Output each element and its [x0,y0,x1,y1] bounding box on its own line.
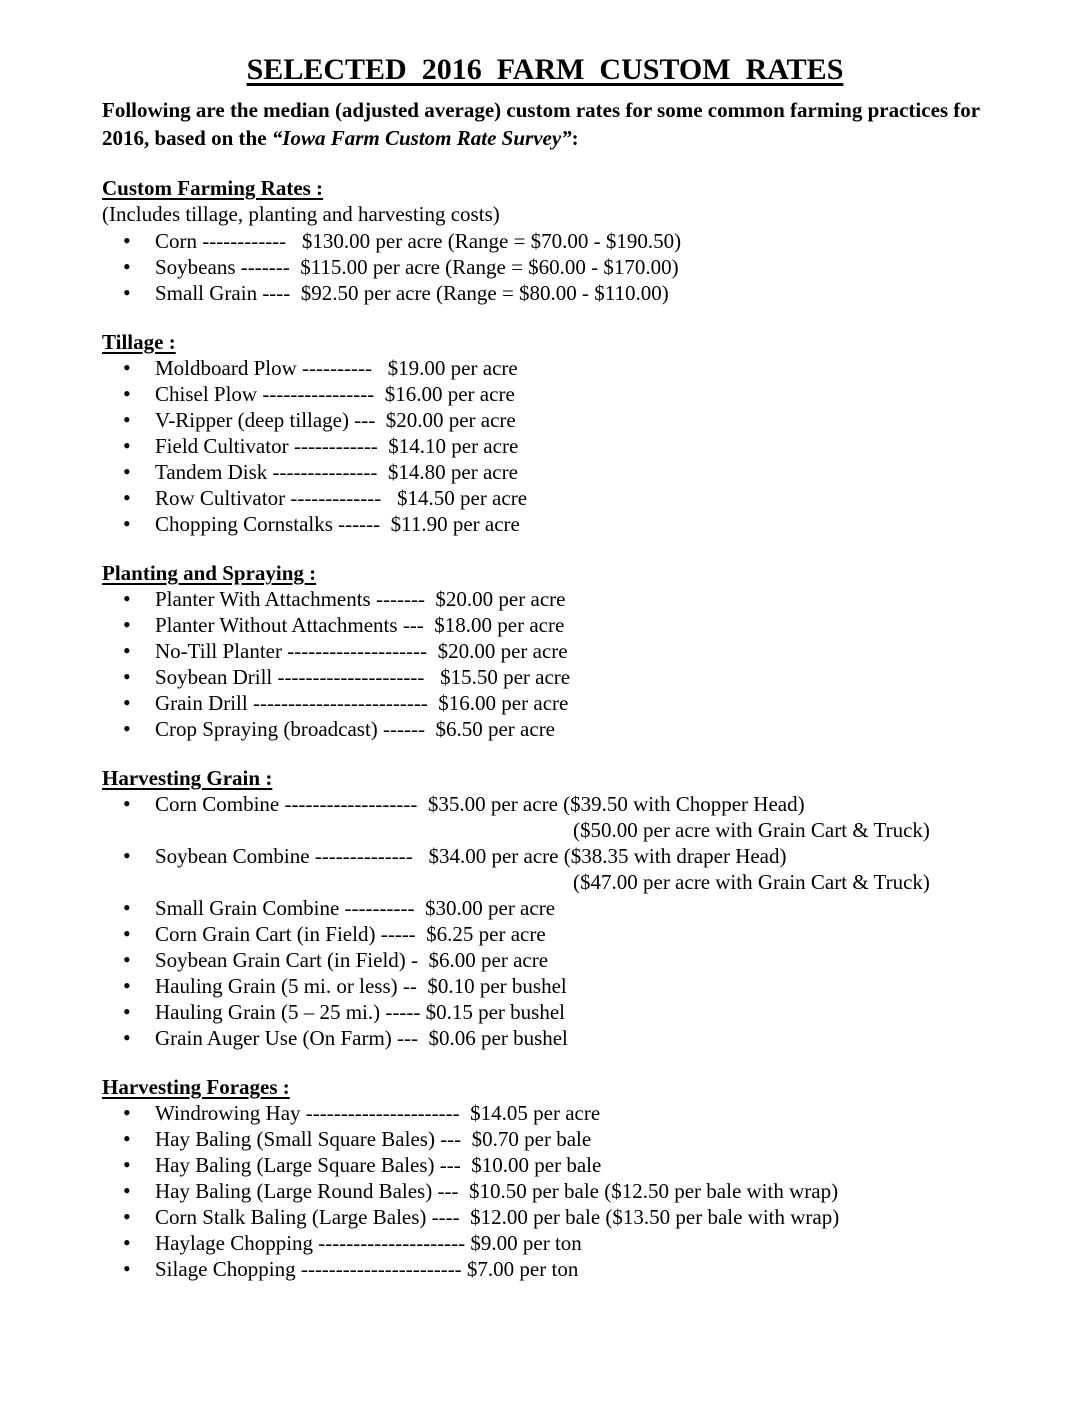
rate-item-text: Grain Auger Use (On Farm) --- $0.06 per bushel [155,1026,568,1050]
rate-item-text: Chisel Plow ---------------- $16.00 per acre [155,382,515,406]
rate-item-body [155,1256,988,1282]
rate-item-body [155,407,988,433]
rate-item-text: Hay Baling (Large Round Bales) --- $10.50 per bale ($12.50 per bale with wrap) [155,1179,839,1203]
rate-list [102,791,988,1051]
rate-item-text: Soybeans ------- $115.00 per acre (Range = $60.00 - $170.00) [155,255,679,279]
bullet-icon: • [123,1178,131,1203]
rate-item [102,664,988,690]
rate-item [102,947,988,973]
rate-item-text: Soybean Combine -------------- $34.00 per acre ($38.35 with draper Head) [155,844,787,868]
rate-list [102,1100,988,1282]
rate-item-text: Corn Stalk Baling (Large Bales) ---- $12.00 per bale ($13.50 per bale with wrap) [155,1205,840,1229]
section-heading [102,765,988,791]
survey-title: “Iowa Farm Custom Rate Survey” [271,125,572,150]
rate-item-text: Windrowing Hay ---------------------- $14.05 per acre [155,1101,601,1125]
rate-item-body [155,1025,988,1051]
rate-item-body [155,433,988,459]
rate-item-body [155,999,988,1025]
bullet-icon: • [123,973,131,998]
rate-item-body [155,612,988,638]
bullet-icon: • [123,791,131,816]
rate-item [102,1152,988,1178]
rate-item-body [155,1178,988,1204]
rate-item [102,612,988,638]
section-heading [102,1074,988,1100]
rate-item-text: Hauling Grain (5 mi. or less) -- $0.10 per bushel [155,974,567,998]
rate-item [102,381,988,407]
rate-item [102,1100,988,1126]
rate-item-body [155,355,988,381]
rate-item-text: Hay Baling (Large Square Bales) --- $10.00 per bale [155,1153,602,1177]
rate-item-text: Corn Grain Cart (in Field) ----- $6.25 per acre [155,922,546,946]
rate-item [102,843,988,895]
bullet-icon: • [123,381,131,406]
rate-item [102,895,988,921]
rate-item [102,1204,988,1230]
rate-item-body [155,716,988,742]
bullet-icon: • [123,1100,131,1125]
rate-item [102,716,988,742]
bullet-icon: • [123,999,131,1024]
rate-item-body [155,895,988,921]
rate-item [102,1126,988,1152]
rate-item-text: Small Grain ---- $92.50 per acre (Range = $80.00 - $110.00) [155,281,669,305]
intro-line1: Following are the median (adjusted average) custom rates for some common farming practices for [102,98,981,122]
intro-paragraph [102,97,988,152]
rate-item-text: Row Cultivator ------------- $14.50 per acre [155,486,528,510]
rate-item-body [155,791,988,843]
bullet-icon: • [123,1126,131,1151]
rate-item-body [155,843,988,895]
rate-item [102,433,988,459]
rate-item [102,355,988,381]
section-heading [102,560,988,586]
bullet-icon: • [123,254,131,279]
rate-item-body [155,511,988,537]
bullet-icon: • [123,947,131,972]
rate-item-body [155,228,988,254]
page-title: SELECTED 2016 FARM CUSTOM RATES [246,53,844,86]
section-subheading: (Includes tillage, planting and harvesting costs) [102,202,500,226]
section-heading-text: Tillage : [102,330,176,354]
rate-item-body [155,1152,988,1178]
bullet-icon: • [123,716,131,741]
rate-list [102,355,988,537]
rate-item-body [155,459,988,485]
bullet-icon: • [123,638,131,663]
bullet-icon: • [123,895,131,920]
rate-item [102,586,988,612]
rate-item [102,254,988,280]
section-heading [102,329,988,355]
rate-item-text: Chopping Cornstalks ------ $11.90 per acre [155,512,520,536]
bullet-icon: • [123,511,131,536]
section-planting-and-spraying [102,560,988,742]
rate-item-body [155,1126,988,1152]
bullet-icon: • [123,355,131,380]
rate-item-text: Grain Drill ------------------------- $16.00 per acre [155,691,569,715]
rate-item [102,973,988,999]
section-heading-text: Harvesting Grain : [102,766,273,790]
rate-item [102,999,988,1025]
rate-item-body [155,1204,988,1230]
rate-item-text: Soybean Grain Cart (in Field) - $6.00 per acre [155,948,549,972]
rate-item [102,1230,988,1256]
rate-item-text: Hauling Grain (5 – 25 mi.) ----- $0.15 per bushel [155,1000,565,1024]
bullet-icon: • [123,612,131,637]
rate-item-text: No-Till Planter -------------------- $20.00 per acre [155,639,568,663]
rate-item [102,511,988,537]
rate-item-body [155,664,988,690]
rate-item [102,228,988,254]
rate-item [102,1178,988,1204]
rate-item-body [155,921,988,947]
bullet-icon: • [123,586,131,611]
rate-item-text: Haylage Chopping --------------------- $9.00 per ton [155,1231,582,1255]
rate-item-body [155,381,988,407]
intro-line2-suffix: : [571,125,579,150]
rate-item-body [155,638,988,664]
rate-list [102,586,988,742]
rate-item [102,280,988,306]
rate-item-body [155,254,988,280]
rate-item-body [155,1100,988,1126]
bullet-icon: • [123,921,131,946]
section-heading-text: Custom Farming Rates : [102,176,324,200]
section-harvesting-forages [102,1074,988,1282]
bullet-icon: • [123,407,131,432]
rate-item-text: Crop Spraying (broadcast) ------ $6.50 per acre [155,717,556,741]
sections-container [102,175,988,1282]
section-custom-farming-rates [102,175,988,306]
bullet-icon: • [123,485,131,510]
rate-item-text: Planter Without Attachments --- $18.00 per acre [155,613,565,637]
rate-item-text: Small Grain Combine ---------- $30.00 per acre [155,896,556,920]
section-tillage [102,329,988,537]
rate-item [102,1256,988,1282]
intro-line2-prefix: 2016, based on the [102,125,272,150]
rate-item-text: Hay Baling (Small Square Bales) --- $0.70 per bale [155,1127,592,1151]
rate-item-text: Planter With Attachments ------- $20.00 per acre [155,587,566,611]
rate-item-body [155,973,988,999]
bullet-icon: • [123,1204,131,1229]
bullet-icon: • [123,1152,131,1177]
bullet-icon: • [123,228,131,253]
rate-item-body [155,485,988,511]
rate-item-text: Corn Combine ------------------- $35.00 per acre ($39.50 with Chopper Head) [155,792,805,816]
bullet-icon: • [123,1230,131,1255]
rate-item [102,459,988,485]
rate-item [102,921,988,947]
rate-item-body [155,586,988,612]
bullet-icon: • [123,433,131,458]
rate-item [102,1025,988,1051]
rate-item-body [155,690,988,716]
rate-item [102,638,988,664]
bullet-icon: • [123,690,131,715]
bullet-icon: • [123,843,131,868]
rate-item-text: V-Ripper (deep tillage) --- $20.00 per acre [155,408,516,432]
bullet-icon: • [123,1025,131,1050]
bullet-icon: • [123,664,131,689]
rate-item-body [155,280,988,306]
section-heading-text: Harvesting Forages : [102,1075,290,1099]
rate-item-text: Moldboard Plow ---------- $19.00 per acre [155,356,518,380]
rate-item-text: Soybean Drill --------------------- $15.50 per acre [155,665,571,689]
rate-item-body [155,947,988,973]
bullet-icon: • [123,459,131,484]
rate-item-extra: ($47.00 per acre with Grain Cart & Truck) [573,870,930,894]
rate-item [102,690,988,716]
rate-item [102,791,988,843]
rate-item-text: Tandem Disk --------------- $14.80 per acre [155,460,518,484]
section-harvesting-grain [102,765,988,1051]
rate-item-text: Silage Chopping ----------------------- $7.00 per ton [155,1257,579,1281]
rate-list [102,228,988,306]
rate-item-text: Corn ------------ $130.00 per acre (Range = $70.00 - $190.50) [155,229,682,253]
rate-item [102,485,988,511]
bullet-icon: • [123,280,131,305]
section-heading [102,175,988,201]
rate-item-text: Field Cultivator ------------ $14.10 per acre [155,434,519,458]
section-heading-text: Planting and Spraying : [102,561,317,585]
rate-item [102,407,988,433]
bullet-icon: • [123,1256,131,1281]
rate-item-extra: ($50.00 per acre with Grain Cart & Truck) [573,818,930,842]
rate-item-body [155,1230,988,1256]
